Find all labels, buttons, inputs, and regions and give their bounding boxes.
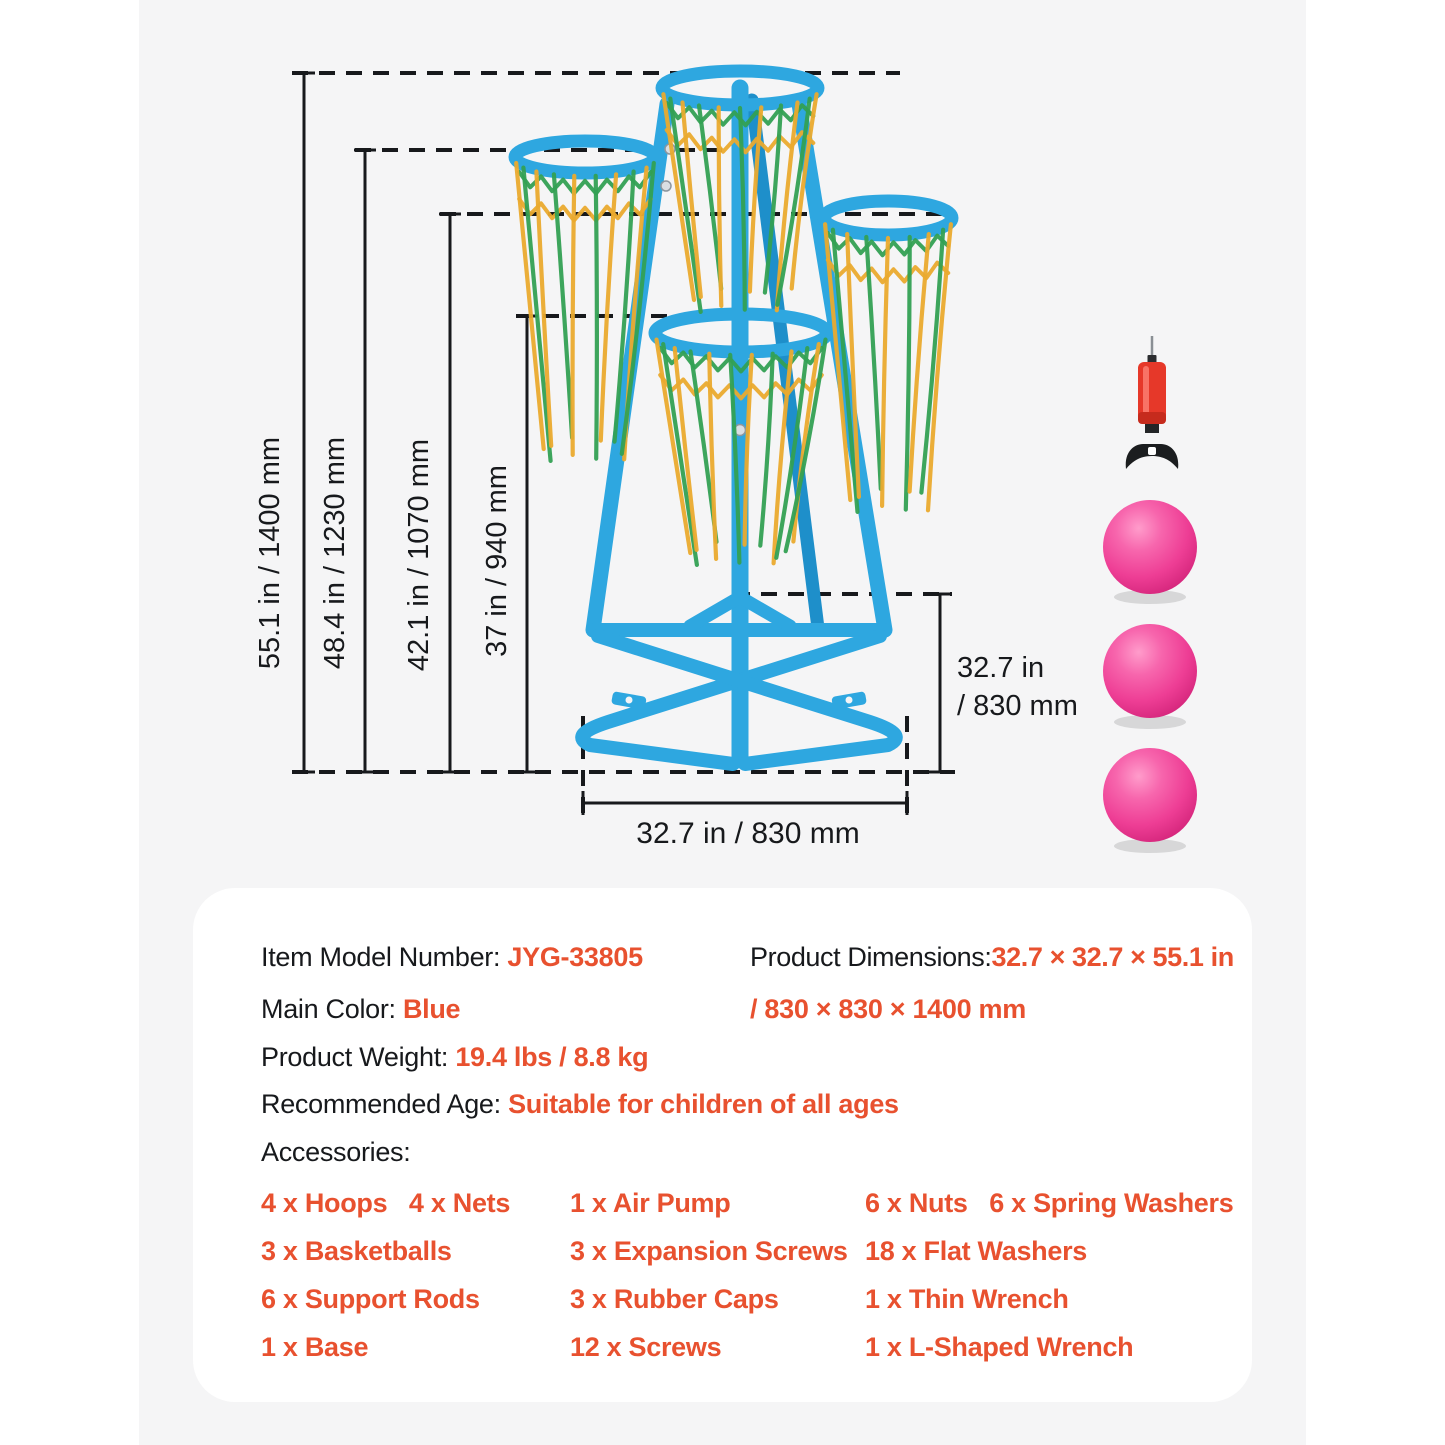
spec-product-weight-value: 19.4 lbs / 8.8 kg [455,1042,649,1072]
basketball-stand-illustration [515,71,952,764]
accessory-base: 1 x Base [261,1332,369,1362]
hoop-left [515,141,655,173]
dim-height-right-hoop: 42.1 in / 1070 mm [403,438,435,672]
accessory-air-pump: 1 x Air Pump [570,1188,731,1218]
accessory-l-shaped-wrench: 1 x L-Shaped Wrench [865,1332,1134,1362]
spec-product-dimensions [750,939,1234,975]
spec-recommended-age [261,1086,899,1122]
dim-base-height-line2: / 830 mm [957,690,1078,722]
dim-base-height-line1: 32.7 in [957,652,1045,684]
basketballs-image [1103,500,1197,853]
accessory-flat-washers: 18 x Flat Washers [865,1236,1088,1266]
spec-main-color [261,991,460,1027]
spec-product-dimensions-value: 32.7 × 32.7 × 55.1 in [991,942,1234,972]
accessory-screws: 12 x Screws [570,1332,722,1362]
basketball-2 [1103,624,1197,718]
basketball-3 [1103,748,1197,842]
spec-item-model-number [261,939,643,975]
basketball-1 [1103,500,1197,594]
accessory-support-rods: 6 x Support Rods [261,1284,480,1314]
dim-base-width: 32.7 in / 830 mm [636,817,860,850]
dim-base-height [957,649,1078,725]
spec-main-color-value: Blue [402,994,461,1024]
dim-height-total: 55.1 in / 1400 mm [254,436,286,670]
spec-product-weight [261,1039,648,1075]
accessory-nuts-and-spring-washers: 6 x Nuts 6 x Spring Washers [865,1188,1234,1218]
spec-item-model-number-label: Item Model Number: [261,942,508,972]
dim-height-low-hoop: 37 in / 940 mm [481,465,513,657]
spec-main-color-label: Main Color: [261,994,403,1024]
spec-product-weight-label: Product Weight: [261,1042,456,1072]
accessory-thin-wrench: 1 x Thin Wrench [865,1284,1069,1314]
spec-product-dimensions-metric: / 830 × 830 × 1400 mm [750,994,1026,1024]
spec-item-model-number-value: JYG-33805 [507,942,643,972]
spec-recommended-age-value: Suitable for children of all ages [508,1089,899,1119]
spec-recommended-age-label: Recommended Age: [261,1089,509,1119]
dim-height-left-hoop: 48.4 in / 1230 mm [319,436,351,670]
air-pump-image [1126,336,1179,469]
accessory-hoops-and-nets: 4 x Hoops 4 x Nets [261,1188,511,1218]
spec-card [193,888,1252,1402]
accessory-expansion-screws: 3 x Expansion Screws [570,1236,848,1266]
accessories-heading: Accessories: [261,1137,411,1167]
hoop-right [824,201,952,235]
spec-product-dimensions-label: Product Dimensions: [750,942,992,972]
accessory-basketballs: 3 x Basketballs [261,1236,452,1266]
accessory-rubber-caps: 3 x Rubber Caps [570,1284,779,1314]
